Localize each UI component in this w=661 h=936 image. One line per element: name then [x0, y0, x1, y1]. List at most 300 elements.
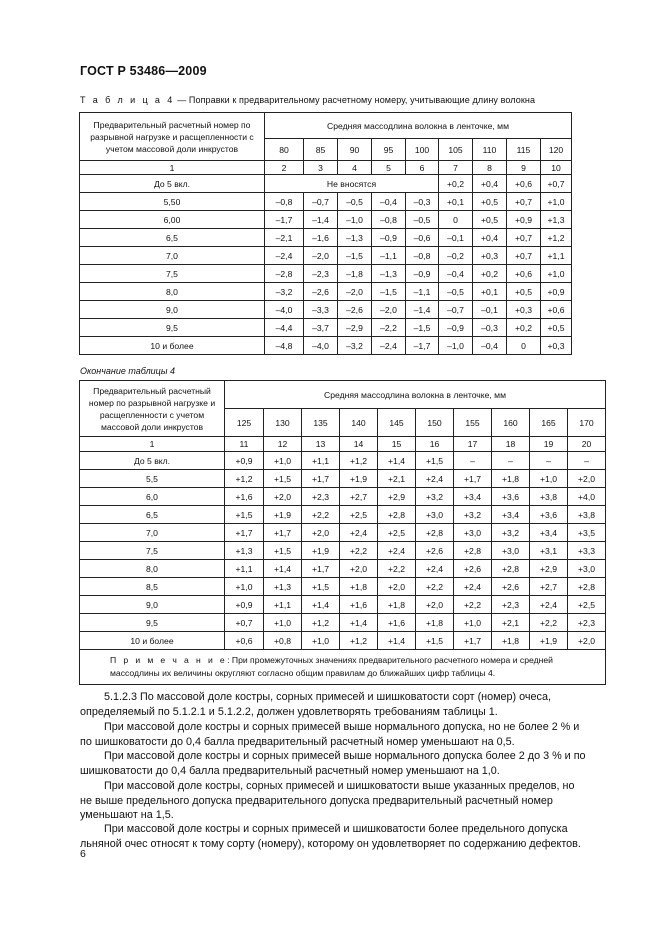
table-cell: +0,4 — [473, 175, 507, 193]
length-header: 155 — [454, 409, 492, 437]
table-cell: +1,5 — [264, 470, 302, 488]
table-cell: –4,4 — [265, 319, 304, 337]
table-cell: +3,0 — [454, 524, 492, 542]
table-cell: – — [568, 452, 606, 470]
table-cell: –1,7 — [406, 337, 439, 355]
table-cell: +3,1 — [530, 542, 568, 560]
length-header: 150 — [416, 409, 454, 437]
table-cell: +0,6 — [541, 301, 572, 319]
table-cell: +1,2 — [302, 614, 340, 632]
column-number: 14 — [340, 437, 378, 452]
table-cell: +2,5 — [568, 596, 606, 614]
table-row — [80, 452, 606, 470]
table-cell: +1,7 — [302, 470, 340, 488]
table-row — [80, 596, 606, 614]
header-row — [80, 381, 606, 409]
table-cell: +1,4 — [378, 632, 416, 650]
column-number: 20 — [568, 437, 606, 452]
table-cell: +1,5 — [264, 542, 302, 560]
paragraph-3: При массовой доле костры и сорных примесей выше нормального допуска более 2 до 3 % и по шишковатости до 0,4 балла предварительный расчетный номер уменьшают на 1,0. — [80, 750, 586, 777]
length-header: 95 — [372, 139, 406, 161]
table-cell: +1,2 — [225, 470, 264, 488]
row-label: 8,0 — [80, 560, 225, 578]
table-cell: –1,3 — [338, 229, 372, 247]
table-row — [80, 193, 572, 211]
table-part-2 — [79, 380, 606, 685]
column-number: 3 — [304, 161, 338, 175]
column-number: 15 — [378, 437, 416, 452]
column-number: 2 — [265, 161, 304, 175]
table-cell: +1,4 — [340, 614, 378, 632]
column-number: 6 — [406, 161, 439, 175]
row-label: 6,5 — [80, 506, 225, 524]
table-cell: +1,0 — [454, 614, 492, 632]
table-cell: +1,3 — [264, 578, 302, 596]
table-cell: +3,6 — [492, 488, 530, 506]
table-cell: –0,5 — [439, 283, 473, 301]
table-cell: –0,9 — [372, 229, 406, 247]
table-cell: –3,2 — [265, 283, 304, 301]
row-label: 6,00 — [80, 211, 265, 229]
table-cell: +1,4 — [264, 560, 302, 578]
table-row — [80, 265, 572, 283]
table-cell: +2,1 — [378, 470, 416, 488]
row-label: 10 и более — [80, 632, 225, 650]
table-cell: +2,0 — [568, 632, 606, 650]
row-label: 6,0 — [80, 488, 225, 506]
table-cell: +0,1 — [473, 283, 507, 301]
table-cell: +0,9 — [507, 211, 541, 229]
length-header: 145 — [378, 409, 416, 437]
row-label: 8,5 — [80, 578, 225, 596]
table-cell: +1,8 — [416, 614, 454, 632]
table-cell: +1,8 — [378, 596, 416, 614]
table-cell: +1,8 — [340, 578, 378, 596]
table-cell: –2,0 — [304, 247, 338, 265]
table-row — [80, 175, 572, 193]
table-cell: –4,0 — [265, 301, 304, 319]
note-label: П р и м е ч а н и е — [110, 655, 228, 665]
row-label: До 5 вкл. — [80, 175, 265, 193]
table-cell: +1,0 — [302, 632, 340, 650]
group-header: Средняя массодлина волокна в ленточке, мм — [265, 113, 572, 139]
table-cell: +1,8 — [492, 470, 530, 488]
row-label: 7,5 — [80, 265, 265, 283]
table-cell: +0,7 — [507, 229, 541, 247]
table-cell: +2,4 — [416, 470, 454, 488]
table-cell: –0,1 — [439, 229, 473, 247]
table-cell: +2,2 — [302, 506, 340, 524]
length-header: 115 — [507, 139, 541, 161]
table-cell: +0,9 — [225, 596, 264, 614]
table-cell: +1,1 — [225, 560, 264, 578]
length-header: 135 — [302, 409, 340, 437]
table-cell: +1,0 — [225, 578, 264, 596]
column-header: Предварительный расчетный номер по разрывной нагрузке и расщепленности с учетом массовой доли инкрустов — [80, 381, 225, 437]
table-cell: 0 — [507, 337, 541, 355]
length-header: 80 — [265, 139, 304, 161]
table-cell: –0,4 — [439, 265, 473, 283]
table-cell: –2,0 — [372, 301, 406, 319]
table-cell: +1,3 — [225, 542, 264, 560]
table-cell: –3,7 — [304, 319, 338, 337]
table-cell: –2,4 — [372, 337, 406, 355]
table-cell: +1,2 — [541, 229, 572, 247]
column-number: 11 — [225, 437, 264, 452]
table-cell: –4,0 — [304, 337, 338, 355]
note-row — [80, 650, 606, 685]
table-row — [80, 337, 572, 355]
table-cell: +2,8 — [492, 560, 530, 578]
length-header: 125 — [225, 409, 264, 437]
column-number: 19 — [530, 437, 568, 452]
table-cell: +2,3 — [492, 596, 530, 614]
paragraph-5: При массовой доле костры и сорных примесей и шишковатости более предельного допуска льняной очес относят к тому сорту (номеру), которому он удовлетворяет по содержанию дефектов. — [80, 823, 581, 850]
column-number: 10 — [541, 161, 572, 175]
row-label: 7,0 — [80, 524, 225, 542]
table-cell: +0,7 — [541, 175, 572, 193]
column-numbers-row — [80, 161, 572, 175]
column-number: 4 — [338, 161, 372, 175]
table-cell: –0,8 — [372, 211, 406, 229]
length-header: 90 — [338, 139, 372, 161]
table-cell: +1,0 — [264, 614, 302, 632]
table-cell: +1,7 — [454, 470, 492, 488]
column-number: 13 — [302, 437, 340, 452]
length-header: 165 — [530, 409, 568, 437]
table-cell: +1,5 — [302, 578, 340, 596]
table-cell: +2,5 — [378, 524, 416, 542]
table-row — [80, 542, 606, 560]
table-cell: +0,1 — [439, 193, 473, 211]
table-cell: +1,0 — [541, 193, 572, 211]
table-cell: –2,2 — [372, 319, 406, 337]
table-cell: +1,1 — [264, 596, 302, 614]
table-cell: – — [492, 452, 530, 470]
table-cell: +2,0 — [568, 470, 606, 488]
table-cell: +1,2 — [340, 632, 378, 650]
table-cell: +1,6 — [225, 488, 264, 506]
table-row — [80, 506, 606, 524]
table-cell: –0,9 — [406, 265, 439, 283]
table-cell: +1,3 — [541, 211, 572, 229]
paragraph-2: При массовой доле костры и сорных примесей выше нормального допуска, но не более 2 % и по шишковатости до 0,4 балла предварительный расчетный номер уменьшают на 0,5. — [80, 721, 580, 748]
table-cell: –1,0 — [439, 337, 473, 355]
table-cell: +3,4 — [492, 506, 530, 524]
merged-cell: Не вносятся — [265, 175, 439, 193]
column-number: 9 — [507, 161, 541, 175]
table-cell: +2,8 — [378, 506, 416, 524]
table-cell: +1,9 — [302, 542, 340, 560]
table-cell: +1,9 — [530, 632, 568, 650]
page-number: 6 — [80, 848, 86, 860]
table-cell: –2,6 — [338, 301, 372, 319]
table-cell: –2,4 — [265, 247, 304, 265]
row-label: 9,0 — [80, 596, 225, 614]
table-cell: +2,3 — [302, 488, 340, 506]
table-cell: +2,3 — [568, 614, 606, 632]
table-cell: +3,2 — [416, 488, 454, 506]
length-header: 105 — [439, 139, 473, 161]
table-cell: +2,9 — [530, 560, 568, 578]
note-text: : При промежуточных значениях предварительного расчетного номера и средней массодлины их величины округляют согласно общим правилам до ближайших цифр таблицы 4. — [110, 655, 553, 678]
table-cell: –0,5 — [406, 211, 439, 229]
table-cell: +2,7 — [530, 578, 568, 596]
table-cell: –1,3 — [372, 265, 406, 283]
length-header: 170 — [568, 409, 606, 437]
column-number: 7 — [439, 161, 473, 175]
table-cell: +1,4 — [302, 596, 340, 614]
table-cell: +2,8 — [454, 542, 492, 560]
table-cell: –0,4 — [473, 337, 507, 355]
table-row — [80, 560, 606, 578]
table-cell: –1,1 — [372, 247, 406, 265]
table-cell: +2,4 — [454, 578, 492, 596]
table-cell: +1,8 — [492, 632, 530, 650]
table-cell: +2,8 — [568, 578, 606, 596]
table-cell: +2,0 — [264, 488, 302, 506]
table-cell: –2,3 — [304, 265, 338, 283]
table-cell: +2,0 — [302, 524, 340, 542]
table-cell: +0,2 — [473, 265, 507, 283]
table-row — [80, 578, 606, 596]
table-cell: +2,6 — [454, 560, 492, 578]
table-cell: +2,2 — [340, 542, 378, 560]
table-cell: –0,7 — [439, 301, 473, 319]
table-cell: +0,2 — [439, 175, 473, 193]
table-row — [80, 247, 572, 265]
column-number: 1 — [80, 161, 265, 175]
column-number: 8 — [473, 161, 507, 175]
table-cell: +0,6 — [507, 265, 541, 283]
column-number: 17 — [454, 437, 492, 452]
table-caption-text: — Поправки к предварительному расчетному номеру, учитывающие длину волокна — [174, 95, 536, 105]
table-cell: +0,3 — [541, 337, 572, 355]
table-cell: –1,8 — [338, 265, 372, 283]
table-row — [80, 301, 572, 319]
table-cell: +3,0 — [568, 560, 606, 578]
table-cell: –1,4 — [406, 301, 439, 319]
table-cell: +2,5 — [340, 506, 378, 524]
table-cell: +3,0 — [492, 542, 530, 560]
table-caption-label: Т а б л и ц а 4 — [80, 95, 175, 105]
table-cell: +3,8 — [568, 506, 606, 524]
table-cell: +1,5 — [416, 452, 454, 470]
table-cell: +1,5 — [416, 632, 454, 650]
table-cell: –1,4 — [304, 211, 338, 229]
table-cell: +3,4 — [530, 524, 568, 542]
table-cell: +2,7 — [340, 488, 378, 506]
table-cell: +3,6 — [530, 506, 568, 524]
table-row — [80, 614, 606, 632]
table-cell: +1,6 — [340, 596, 378, 614]
row-label: 9,0 — [80, 301, 265, 319]
table-cell: +3,8 — [530, 488, 568, 506]
table-row — [80, 283, 572, 301]
table-cell: –3,3 — [304, 301, 338, 319]
table-cell: –2,6 — [304, 283, 338, 301]
table-row — [80, 229, 572, 247]
table-cell: +1,1 — [302, 452, 340, 470]
column-number: 12 — [264, 437, 302, 452]
column-number: 5 — [372, 161, 406, 175]
table-cell: +1,4 — [378, 452, 416, 470]
table-row — [80, 319, 572, 337]
table-cell: +0,6 — [507, 175, 541, 193]
table-cell: +2,6 — [416, 542, 454, 560]
table-cell: –0,1 — [473, 301, 507, 319]
paragraph-5-1-2-3: 5.1.2.3 По массовой доле костры, сорных примесей и шишковатости сорт (номер) очеса, определяемый по 5.1.2.1 и 5.1.2.2, должен удовлетворять требованиям таблицы 1. — [80, 691, 551, 718]
table-cell: –1,5 — [338, 247, 372, 265]
table-cell: – — [530, 452, 568, 470]
table-cell: +0,5 — [541, 319, 572, 337]
table-cell: 0 — [439, 211, 473, 229]
table-cell: +1,6 — [378, 614, 416, 632]
table-cell: +2,1 — [492, 614, 530, 632]
standard-id: ГОСТ Р 53486—2009 — [80, 64, 207, 78]
table-cell: –1,7 — [265, 211, 304, 229]
table-cell: +1,7 — [264, 524, 302, 542]
row-label: 5,50 — [80, 193, 265, 211]
table-cell: –0,8 — [406, 247, 439, 265]
table-cell: +1,0 — [264, 452, 302, 470]
table-cell: – — [454, 452, 492, 470]
table-part-1 — [79, 112, 572, 355]
table-cell: +2,4 — [378, 542, 416, 560]
table-cell: +2,2 — [454, 596, 492, 614]
row-label: 5,5 — [80, 470, 225, 488]
table-cell: –1,5 — [372, 283, 406, 301]
table-cell: +1,0 — [530, 470, 568, 488]
column-number: 16 — [416, 437, 454, 452]
table-cell: –4,8 — [265, 337, 304, 355]
table-cell: +2,4 — [340, 524, 378, 542]
table-cell: –0,6 — [406, 229, 439, 247]
table-cell: +0,7 — [225, 614, 264, 632]
table-cell: +3,4 — [454, 488, 492, 506]
length-header: 120 — [541, 139, 572, 161]
row-label: 6,5 — [80, 229, 265, 247]
table-cell: –1,5 — [406, 319, 439, 337]
table-cell: +0,2 — [507, 319, 541, 337]
table-cell: +4,0 — [568, 488, 606, 506]
table-cell: +2,0 — [378, 578, 416, 596]
row-label: 10 и более — [80, 337, 265, 355]
length-header: 110 — [473, 139, 507, 161]
length-header: 140 — [340, 409, 378, 437]
table-cell: –2,0 — [338, 283, 372, 301]
table-cell: +2,9 — [378, 488, 416, 506]
table-cell: +0,9 — [541, 283, 572, 301]
table-cell: –0,5 — [338, 193, 372, 211]
column-header: Предварительный расчетный номер по разрывной нагрузке и расщепленности с учетом массовой доли инкрустов — [80, 113, 265, 161]
table-cell: +2,4 — [530, 596, 568, 614]
table-cell: +0,9 — [225, 452, 264, 470]
row-label: 9,5 — [80, 614, 225, 632]
table-cell: +3,3 — [568, 542, 606, 560]
table-cell: –1,0 — [338, 211, 372, 229]
table-cell: +0,3 — [507, 301, 541, 319]
table-cell: +1,0 — [541, 265, 572, 283]
table-cell: +1,9 — [340, 470, 378, 488]
table-row — [80, 524, 606, 542]
length-header: 85 — [304, 139, 338, 161]
table-cell: +2,0 — [340, 560, 378, 578]
table-cell: –2,8 — [265, 265, 304, 283]
table-cell: +2,4 — [416, 560, 454, 578]
table-row — [80, 632, 606, 650]
table-cell: +0,7 — [507, 247, 541, 265]
table-cell: +0,7 — [507, 193, 541, 211]
column-number: 1 — [80, 437, 225, 452]
table-cell: –0,9 — [439, 319, 473, 337]
table-cell: +0,5 — [473, 193, 507, 211]
table-cell: –2,9 — [338, 319, 372, 337]
table-cell: +1,2 — [340, 452, 378, 470]
table-cell: +1,7 — [225, 524, 264, 542]
paragraph-4: При массовой доле костры, сорных примесей и шишковатости выше указанных пределов, но не выше предельного допуска предварительного допуска предварительный расчетный номер уменьшают на 1,5. — [80, 780, 575, 821]
row-label: До 5 вкл. — [80, 452, 225, 470]
table-cell: –0,3 — [406, 193, 439, 211]
table-cell: +3,2 — [492, 524, 530, 542]
table-cell: +0,6 — [225, 632, 264, 650]
table-cell: –1,1 — [406, 283, 439, 301]
table-caption — [80, 95, 535, 105]
group-header: Средняя массодлина волокна в ленточке, мм — [225, 381, 606, 409]
row-label: 8,0 — [80, 283, 265, 301]
table-cell: +2,6 — [492, 578, 530, 596]
table-cell: +0,8 — [264, 632, 302, 650]
row-label: 7,5 — [80, 542, 225, 560]
column-numbers-row — [80, 437, 606, 452]
table-cell: +0,5 — [507, 283, 541, 301]
table-row — [80, 211, 572, 229]
table-cell: +3,5 — [568, 524, 606, 542]
table-cell: –0,2 — [439, 247, 473, 265]
table-cell: +0,3 — [473, 247, 507, 265]
row-label: 9,5 — [80, 319, 265, 337]
table-note — [80, 650, 606, 685]
row-label: 7,0 — [80, 247, 265, 265]
table-cell: +2,8 — [416, 524, 454, 542]
header-row — [80, 113, 572, 139]
table-cell: +1,5 — [225, 506, 264, 524]
length-header: 100 — [406, 139, 439, 161]
table-row — [80, 470, 606, 488]
table-continuation-caption: Окончание таблицы 4 — [80, 366, 175, 376]
table-cell: +0,5 — [473, 211, 507, 229]
table-cell: +2,2 — [378, 560, 416, 578]
table-cell: –0,8 — [265, 193, 304, 211]
table-cell: +2,0 — [416, 596, 454, 614]
length-header: 130 — [264, 409, 302, 437]
table-cell: –1,6 — [304, 229, 338, 247]
table-cell: +2,2 — [416, 578, 454, 596]
table-cell: –0,4 — [372, 193, 406, 211]
column-number: 18 — [492, 437, 530, 452]
table-cell: +3,2 — [454, 506, 492, 524]
table-cell: +1,7 — [302, 560, 340, 578]
table-cell: –3,2 — [338, 337, 372, 355]
table-cell: +2,2 — [530, 614, 568, 632]
table-cell: +1,7 — [454, 632, 492, 650]
table-cell: +0,4 — [473, 229, 507, 247]
table-cell: +1,1 — [541, 247, 572, 265]
table-cell: +1,9 — [264, 506, 302, 524]
table-cell: –0,7 — [304, 193, 338, 211]
table-cell: –0,3 — [473, 319, 507, 337]
table-cell: –2,1 — [265, 229, 304, 247]
